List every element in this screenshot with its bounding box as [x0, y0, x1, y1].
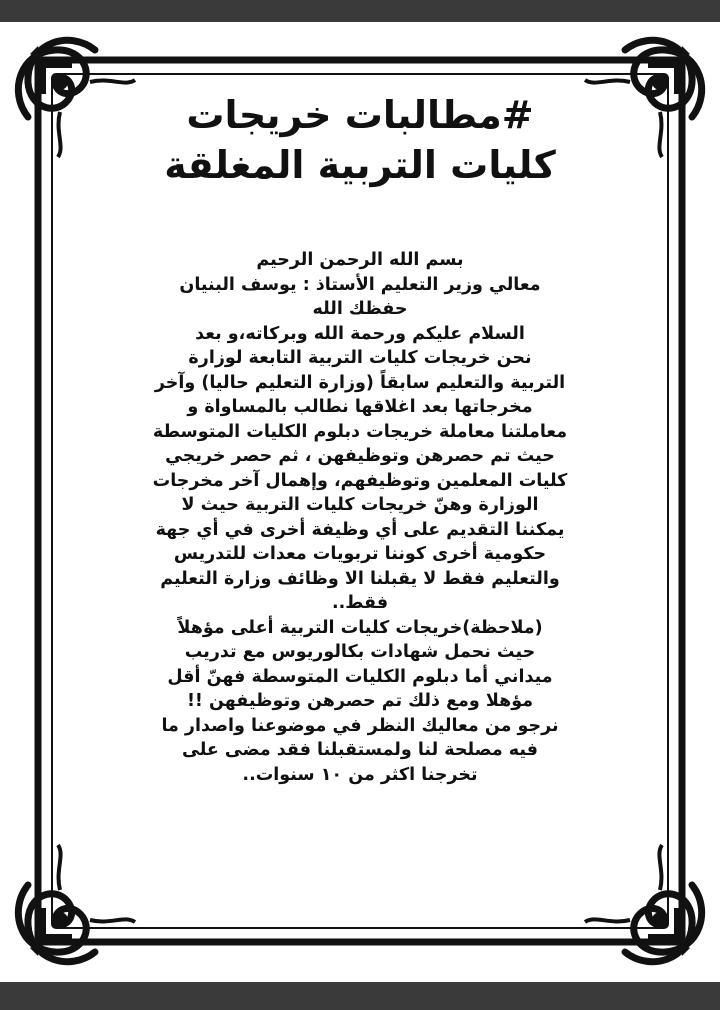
body-line: نرجو من معاليك النظر في موضوعنا واصدار ما — [161, 715, 559, 736]
body-line: فقط.. — [331, 593, 389, 613]
letter-body — [100, 248, 620, 787]
body-line: معالي وزير التعليم الأستاذ : يوسف البنيان — [179, 274, 541, 295]
body-line: السلام عليكم ورحمة الله وبركاته،و بعد — [195, 323, 525, 344]
body-line: بسم الله الرحمن الرحيم — [256, 250, 464, 270]
body-line: معاملتنا معاملة خريجات دبلوم الكليات المتوسطة — [152, 421, 568, 442]
body-line: حفظك الله — [312, 299, 408, 319]
body-line: مؤهلا ومع ذلك تم حصرهن وتوظيفهن !! — [186, 691, 534, 711]
top-bar — [0, 0, 720, 22]
body-line: فيه مصلحة لنا ولمستقبلنا فقد مضى على — [182, 740, 538, 760]
body-line: الوزارة وهنّ خريجات كليات التربية حيث لا — [181, 495, 539, 515]
title-line-2: كليات التربية المغلقة — [164, 143, 556, 187]
body-line: التربية والتعليم سابقاً (وزارة التعليم حاليا) وآخر — [154, 372, 566, 393]
body-line: كليات المعلمين وتوظيفهم، وإهمال آخر مخرجات — [152, 470, 568, 491]
body-line: حكومية أخرى كوننا تربويات معدات للتدريس — [173, 544, 547, 564]
page-title — [60, 90, 660, 190]
body-line: ميداني أما دبلوم الكليات المتوسطة فهنّ أقل — [167, 666, 553, 687]
body-line: مخرجاتها بعد اغلاقها نطالب بالمساواة و — [187, 397, 533, 417]
bottom-bar — [0, 982, 720, 1010]
body-line: حيث نحمل شهادات بكالوريوس مع تدريب — [184, 642, 536, 662]
title-line-1: #مطالبات خريجات — [186, 93, 534, 137]
body-line: تخرجنا اكثر من ١٠ سنوات.. — [242, 764, 478, 785]
body-line: يمكننا التقديم على أي وظيفة أخرى في أي جهة — [155, 519, 565, 540]
body-line: حيث تم حصرهن وتوظيفهن ، ثم حصر خريجي — [165, 446, 555, 466]
body-line: والتعليم فقط لا يقبلنا الا وظائف وزارة التعليم — [160, 568, 560, 589]
body-line: (ملاحظة)خريجات كليات التربية أعلى مؤهلاً — [177, 617, 543, 638]
body-line: نحن خريجات كليات التربية التابعة لوزارة — [188, 348, 532, 368]
